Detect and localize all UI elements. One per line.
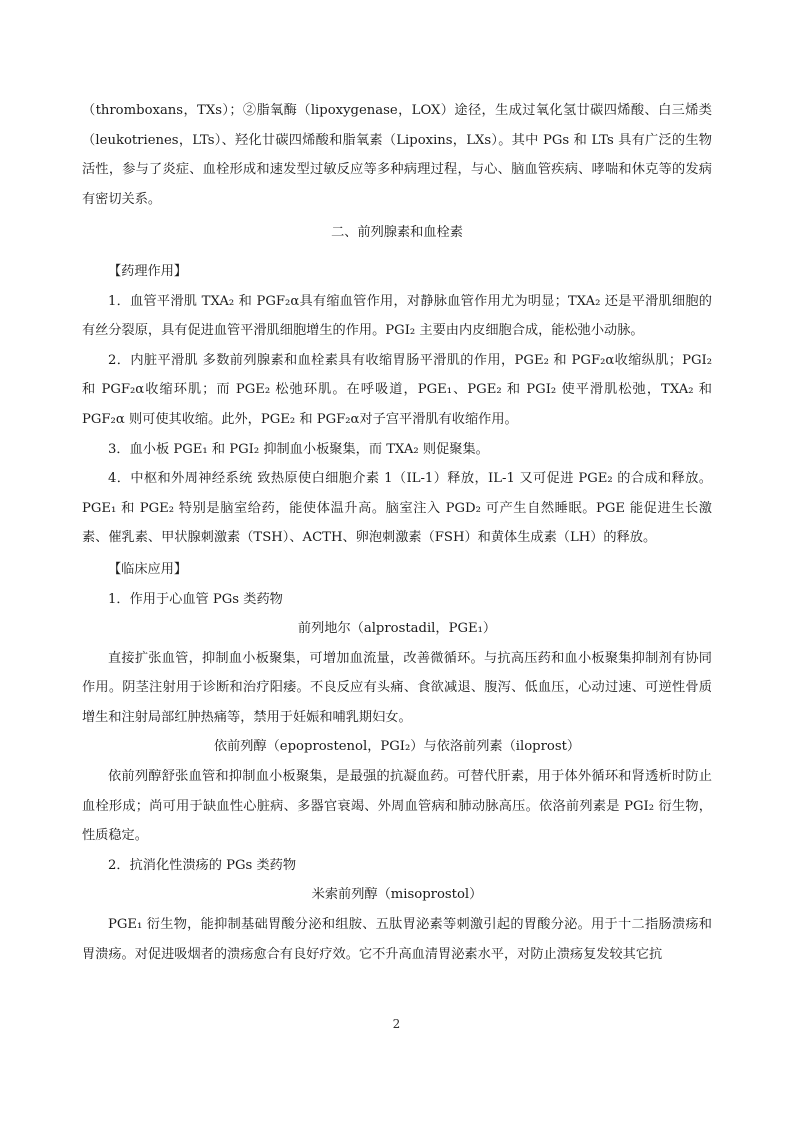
pharmacology-item-3: 3．血小板 PGE₁ 和 PGI₂ 抑制血小板聚集，而 TXA₂ 则促聚集。 bbox=[108, 441, 489, 457]
drug-title-epoprostenol: 依前列醇（epoprostenol，PGI₂）与依洛前列素（iloprost） bbox=[213, 739, 581, 755]
drug-body-misoprostol: PGE₁ 衍生物，能抑制基础胃酸分泌和组胺、五肽胃泌素等刺激引起的胃酸分泌。用于十二指肠溃疡和胃溃疡。对促进吸烟者的溃疡愈合有良好疗效。它不升高血清胃泌素水平，对防止溃疡复发较其它抗 bbox=[82, 917, 712, 962]
drug-body-alprostadil: 直接扩张血管，抑制血小板聚集，可增加血流量，改善微循环。与抗高压药和血小板聚集抑制剂有协同作用。阴茎注射用于诊断和治疗阳痿。不良反应有头痛、食欲减退、腹泻、低血压，心动过速、可逆性骨质增生和注射局部红肿热痛等，禁用于妊娠和哺乳期妇女。 bbox=[82, 650, 712, 725]
clinical-subheading-1: 1．作用于心血管 PGs 类药物 bbox=[108, 591, 283, 607]
page-number: 2 bbox=[392, 1017, 401, 1031]
pharmacology-heading: 【药理作用】 bbox=[108, 263, 188, 279]
document-body bbox=[82, 96, 712, 969]
drug-body-epoprostenol: 依前列醇舒张血管和抑制血小板聚集，是最强的抗凝血药。可替代肝素，用于体外循环和肾透析时防止血栓形成；尚可用于缺血性心脏病、多器官衰竭、外周血管病和肺动脉高压。依洛前列素是 PGI₂ 衍生物，性质稳定。 bbox=[82, 769, 712, 844]
clinical-subheading-2: 2．抗消化性溃疡的 PGs 类药物 bbox=[108, 857, 297, 873]
drug-title-alprostadil: 前列地尔（alprostadil，PGE₁） bbox=[297, 621, 497, 637]
drug-title-misoprostol: 米索前列醇（misoprostol） bbox=[311, 887, 483, 903]
pharmacology-item-4: 4．中枢和外周神经系统 致热原使白细胞介素 1（IL-1）释放，IL-1 又可促进 PGE₂ 的合成和释放。PGE₁ 和 PGE₂ 特别是脑室给药，能使体温升高。脑室注入 PGD₂ 可产生自然睡眠。PGE 能促进生长激素、催乳素、甲状腺刺激素（TSH）、ACTH、卵泡刺激素（FSH）和黄体生成素（LH）的释放。 bbox=[82, 471, 712, 546]
section-title: 二、前列腺素和血栓素 bbox=[331, 225, 463, 241]
pharmacology-item-2: 2．内脏平滑肌 多数前列腺素和血栓素具有收缩胃肠平滑肌的作用，PGE₂ 和 PGF₂α收缩纵肌；PGI₂ 和 PGF₂α收缩环肌；而 PGE₂ 松弛环肌。在呼吸道，PGE₁、PGE₂ 和 PGI₂ 使平滑肌松弛，TXA₂ 和 PGF₂α 则可使其收缩。此外，PGE₂ 和 PGF₂α对子宫平滑肌有收缩作用。 bbox=[82, 352, 712, 427]
clinical-heading: 【临床应用】 bbox=[108, 561, 188, 577]
intro-paragraph: （thromboxans，TXs）；②脂氧酶（lipoxygenase，LOX）途径，生成过氧化氢廿碳四烯酸、白三烯类（leukotrienes，LTs）、羟化廿碳四烯酸和脂氧素（Lipoxins，LXs）。其中 PGs 和 LTs 具有广泛的生物活性，参与了炎症、血栓形成和速发型过敏反应等多种病理过程，与心、脑血管疾病、哮喘和休克等的发病有密切关系。 bbox=[82, 103, 712, 207]
pharmacology-item-1: 1．血管平滑肌 TXA₂ 和 PGF₂α具有缩血管作用，对静脉血管作用尤为明显；TXA₂ 还是平滑肌细胞的有丝分裂原，具有促进血管平滑肌细胞增生的作用。PGI₂ 主要由内皮细胞合成，能松弛小动脉。 bbox=[82, 293, 712, 339]
